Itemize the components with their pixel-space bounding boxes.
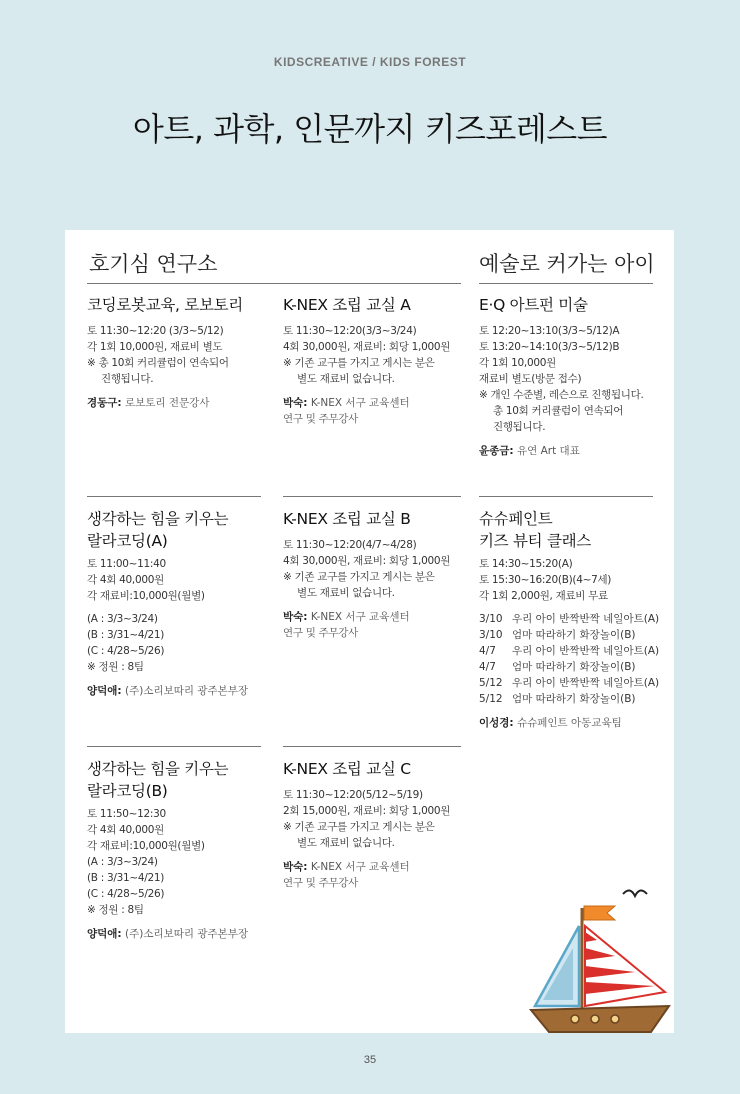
instructor-name: 경동구: [87, 397, 122, 409]
instructor-name: 이성경: [479, 717, 514, 729]
instructor [87, 395, 287, 411]
block-divider [479, 496, 653, 497]
porthole-icon [611, 1015, 619, 1023]
section-divider [87, 283, 461, 284]
instructor-name: 박숙: [283, 611, 308, 623]
class-info-line: 4회 30,000원, 재료비: 회당 1,000원 [283, 555, 451, 567]
class-title-line: 생각하는 힘을 키우는 [87, 510, 229, 528]
class-title: K-NEX 조립 교실 C [283, 760, 411, 778]
class-info-line: 토 11:30~12:20(5/12~5/19) [283, 789, 423, 801]
class-info-line: 각 1회 10,000원, 재료비 별도 [87, 341, 223, 353]
instructor [479, 715, 669, 731]
class-info-line: (A : 3/3~3/24) [87, 613, 158, 625]
schedule-text: 우리 아이 반짝반짝 네일아트(A) [512, 677, 660, 689]
class-title [87, 508, 287, 552]
instructor-role: 로보토리 전문강사 [124, 397, 210, 409]
class-block-knex-c [283, 758, 483, 891]
class-title-line: 키즈 뷰티 클래스 [479, 532, 591, 550]
class-info-line: 재료비 별도(방문 접수) [479, 373, 582, 385]
porthole-icon [591, 1015, 599, 1023]
class-title-line: 슈슈페인트 [479, 510, 553, 528]
class-block-eq-artfun [479, 294, 669, 459]
instructor-role-2: 연구 및 주무강사 [283, 627, 358, 639]
class-info-line: (C : 4/28~5/26) [87, 888, 165, 900]
instructor-role: 유연 Art 대표 [516, 445, 580, 457]
class-title [479, 508, 669, 552]
class-info-line: 각 재료비:10,000원(월별) [87, 840, 205, 852]
class-info-line: (B : 3/31~4/21) [87, 872, 165, 884]
porthole-icon [571, 1015, 579, 1023]
schedule-date: 4/7 [479, 645, 496, 657]
class-info-line: 토 11:50~12:30 [87, 808, 166, 820]
class-info-line: 진행됩니다. [493, 421, 546, 433]
class-info-line: 총 10회 커리큘럼이 연속되어 [493, 405, 624, 417]
section-title-curiosity-lab: 호기심 연구소 [89, 252, 218, 276]
sailboat-illustration [515, 888, 675, 1034]
class-info-line: 별도 재료비 없습니다. [297, 373, 395, 385]
instructor [283, 609, 483, 625]
instructor-role-2: 연구 및 주무강사 [283, 877, 358, 889]
instructor-role: K-NEX 서구 교육센터 [310, 397, 410, 409]
class-info-line: 각 1회 2,000원, 재료비 무료 [479, 590, 608, 602]
schedule-text: 엄마 따라하기 화장놀이(B) [512, 629, 636, 641]
instructor-role: (주)소리보따리 광주본부장 [124, 928, 249, 940]
class-info-line: 4회 30,000원, 재료비: 회당 1,000원 [283, 341, 451, 353]
schedule-text: 우리 아이 반짝반짝 네일아트(A) [512, 613, 660, 625]
instructor [283, 395, 483, 411]
schedule-row [479, 659, 669, 675]
class-info-line: ※ 총 10회 커리큘럼이 연속되어 [87, 357, 229, 369]
class-info-line: 토 11:30~12:20(4/7~4/28) [283, 539, 417, 551]
instructor-name: 박숙: [283, 397, 308, 409]
instructor [283, 859, 483, 875]
class-title-line: 생각하는 힘을 키우는 [87, 760, 229, 778]
instructor-name: 양덕애: [87, 928, 122, 940]
class-info-line: 각 4회 40,000원 [87, 574, 164, 586]
schedule-row [479, 691, 669, 707]
class-block-knex-a [283, 294, 483, 427]
block-divider [87, 496, 261, 497]
class-info-line: (A : 3/3~3/24) [87, 856, 158, 868]
schedule-text: 엄마 따라하기 화장놀이(B) [512, 661, 636, 673]
class-info-line: 토 15:30~16:20(B)(4~7세) [479, 574, 612, 586]
schedule-date: 5/12 [479, 693, 503, 705]
class-title-line: 랄라코딩(B) [87, 782, 168, 800]
class-block-robotori [87, 294, 287, 411]
instructor-role-2: 연구 및 주무강사 [283, 413, 358, 425]
schedule-row [479, 611, 669, 627]
right-sail [585, 926, 665, 1006]
schedule-row [479, 643, 669, 659]
class-info-line: 토 11:30~12:20 (3/3~5/12) [87, 325, 224, 337]
class-title: K-NEX 조립 교실 A [283, 296, 411, 314]
class-info-line: 2회 15,000원, 재료비: 회당 1,000원 [283, 805, 451, 817]
seagull-icon [623, 890, 647, 896]
instructor-name: 박숙: [283, 861, 308, 873]
class-info-line: 토 12:20~13:10(3/3~5/12)A [479, 325, 620, 337]
class-block-lala-coding-b [87, 758, 287, 942]
block-divider [283, 746, 461, 747]
class-block-knex-b [283, 508, 483, 641]
hull [531, 1006, 669, 1032]
class-info-line: 각 1회 10,000원 [479, 357, 556, 369]
instructor-name: 양덕애: [87, 685, 122, 697]
class-info-line: ※ 기존 교구를 가지고 게시는 분은 [283, 571, 435, 583]
class-info-line: ※ 기존 교구를 가지고 게시는 분은 [283, 357, 435, 369]
schedule-row [479, 627, 669, 643]
schedule-date: 5/12 [479, 677, 503, 689]
instructor-role: K-NEX 서구 교육센터 [310, 611, 410, 623]
kicker: KIDSCREATIVE / KIDS FOREST [273, 55, 467, 69]
instructor [87, 926, 287, 942]
class-info-line: 각 재료비:10,000원(월별) [87, 590, 205, 602]
instructor-role: K-NEX 서구 교육센터 [310, 861, 410, 873]
schedule-date: 3/10 [479, 629, 503, 641]
block-divider [283, 496, 461, 497]
class-title: 코딩로봇교육, 로보토리 [87, 296, 243, 314]
instructor-role: (주)소리보따리 광주본부장 [124, 685, 249, 697]
class-block-shushu-paint [479, 508, 669, 731]
class-info-line: 각 4회 40,000원 [87, 824, 164, 836]
page-title: 아트, 과학, 인문까지 키즈포레스트 [132, 110, 608, 148]
class-info-line: ※ 정원 : 8팀 [87, 904, 144, 916]
class-info-line: (C : 4/28~5/26) [87, 645, 165, 657]
flag-icon [584, 906, 615, 920]
class-title: K-NEX 조립 교실 B [283, 510, 411, 528]
schedule-text: 엄마 따라하기 화장놀이(B) [512, 693, 636, 705]
class-title-line: 랄라코딩(A) [87, 532, 168, 550]
section-title-art-growth: 예술로 커가는 아이 [479, 252, 655, 276]
class-block-lala-coding-a [87, 508, 287, 699]
class-info-line: ※ 기존 교구를 가지고 게시는 분은 [283, 821, 435, 833]
class-info-line: 토 14:30~15:20(A) [479, 558, 573, 570]
class-title [87, 758, 287, 802]
block-divider [87, 746, 261, 747]
instructor-role: 슈슈페인트 아동교육팀 [516, 717, 622, 729]
class-info-line: 토 11:30~12:20(3/3~3/24) [283, 325, 417, 337]
class-info-line: 별도 재료비 없습니다. [297, 837, 395, 849]
page-number: 35 [363, 1054, 377, 1066]
instructor [479, 443, 669, 459]
class-info-line: ※ 개인 수준별, 레슨으로 진행됩니다. [479, 389, 644, 401]
instructor-name: 윤종금: [479, 445, 514, 457]
class-info-line: ※ 정원 : 8팀 [87, 661, 144, 673]
schedule-date: 4/7 [479, 661, 496, 673]
schedule-text: 우리 아이 반짝반짝 네일아트(A) [512, 645, 660, 657]
schedule-date: 3/10 [479, 613, 503, 625]
class-title: E·Q 아트펀 미술 [479, 296, 588, 314]
class-info-line: 토 13:20~14:10(3/3~5/12)B [479, 341, 620, 353]
instructor [87, 683, 287, 699]
class-info-line: 토 11:00~11:40 [87, 558, 166, 570]
class-info-line: 별도 재료비 없습니다. [297, 587, 395, 599]
class-info-line: (B : 3/31~4/21) [87, 629, 165, 641]
class-info-line: 진행됩니다. [101, 373, 154, 385]
schedule-row [479, 675, 669, 691]
section-divider [479, 283, 653, 284]
